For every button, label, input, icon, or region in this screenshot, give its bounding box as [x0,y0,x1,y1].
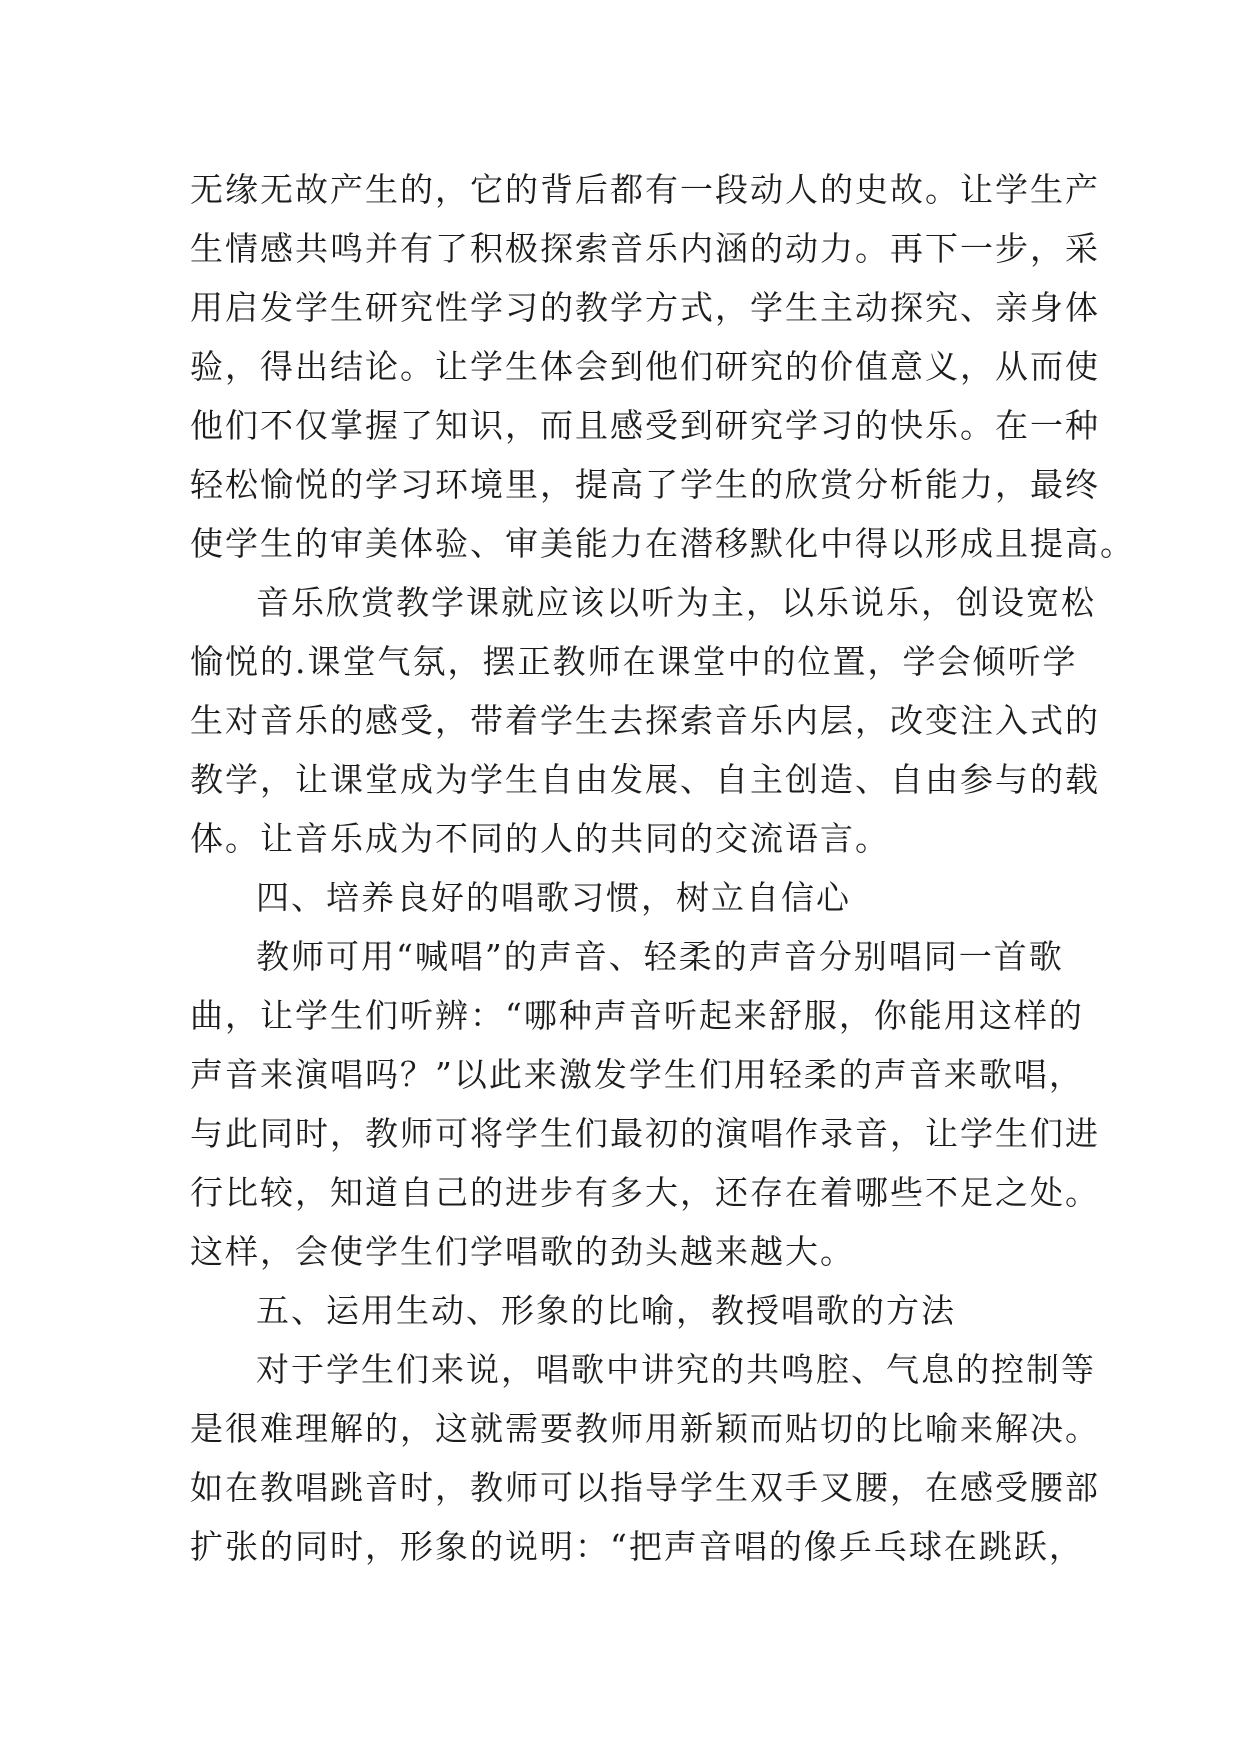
body-text [190,160,1135,1576]
section-heading: 五、运用生动、形象的比喻，教授唱歌的方法 [256,1291,956,1330]
text-line: 这样，会使学生们学唱歌的劲头越来越大。 [190,1232,855,1271]
text-line: 行比较，知道自己的进步有多大，还存在着哪些不足之处。 [190,1173,1100,1212]
text-line: 轻松愉悦的学习环境里，提高了学生的欣赏分析能力，最终 [190,465,1100,504]
text-line: 声音来演唱吗？”以此来激发学生们用轻柔的声音来歌唱， [190,1055,1084,1094]
text-line: 用启发学生研究性学习的教学方式，学生主动探究、亲身体 [190,288,1100,327]
text-line: 使学生的审美体验、审美能力在潜移默化中得以形成且提高。 [190,524,1135,563]
text-line: 曲，让学生们听辨：“哪种声音听起来舒服，你能用这样的 [190,996,1084,1035]
paragraph-start-line: 教师可用“喊唱”的声音、轻柔的声音分别唱同一首歌 [256,937,1064,976]
text-line: 扩张的同时，形象的说明：“把声音唱的像乒乓球在跳跃， [190,1527,1084,1566]
text-line: 愉悦的.课堂气氛，摆正教师在课堂中的位置，学会倾听学 [190,642,1078,681]
paragraph-start-line: 音乐欣赏教学课就应该以听为主，以乐说乐，创设宽松 [256,583,1096,622]
paragraph-start-line: 对于学生们来说，唱歌中讲究的共鸣腔、气息的控制等 [256,1350,1096,1389]
text-line: 无缘无故产生的，它的背后都有一段动人的史故。让学生产 [190,170,1100,209]
section-heading: 四、培养良好的唱歌习惯，树立自信心 [256,878,851,917]
text-line: 验，得出结论。让学生体会到他们研究的价值意义，从而使 [190,347,1100,386]
text-line: 生对音乐的感受，带着学生去探索音乐内层，改变注入式的 [190,701,1100,740]
text-line: 与此同时，教师可将学生们最初的演唱作录音，让学生们进 [190,1114,1100,1153]
text-line: 体。让音乐成为不同的人的共同的交流语言。 [190,819,890,858]
text-line: 生情感共鸣并有了积极探索音乐内涵的动力。再下一步，采 [190,229,1100,268]
text-line: 是很难理解的，这就需要教师用新颖而贴切的比喻来解决。 [190,1409,1100,1448]
text-line: 如在教唱跳音时，教师可以指导学生双手叉腰，在感受腰部 [190,1468,1100,1507]
text-line: 教学，让课堂成为学生自由发展、自主创造、自由参与的载 [190,760,1100,799]
text-line: 他们不仅掌握了知识，而且感受到研究学习的快乐。在一种 [190,406,1100,445]
